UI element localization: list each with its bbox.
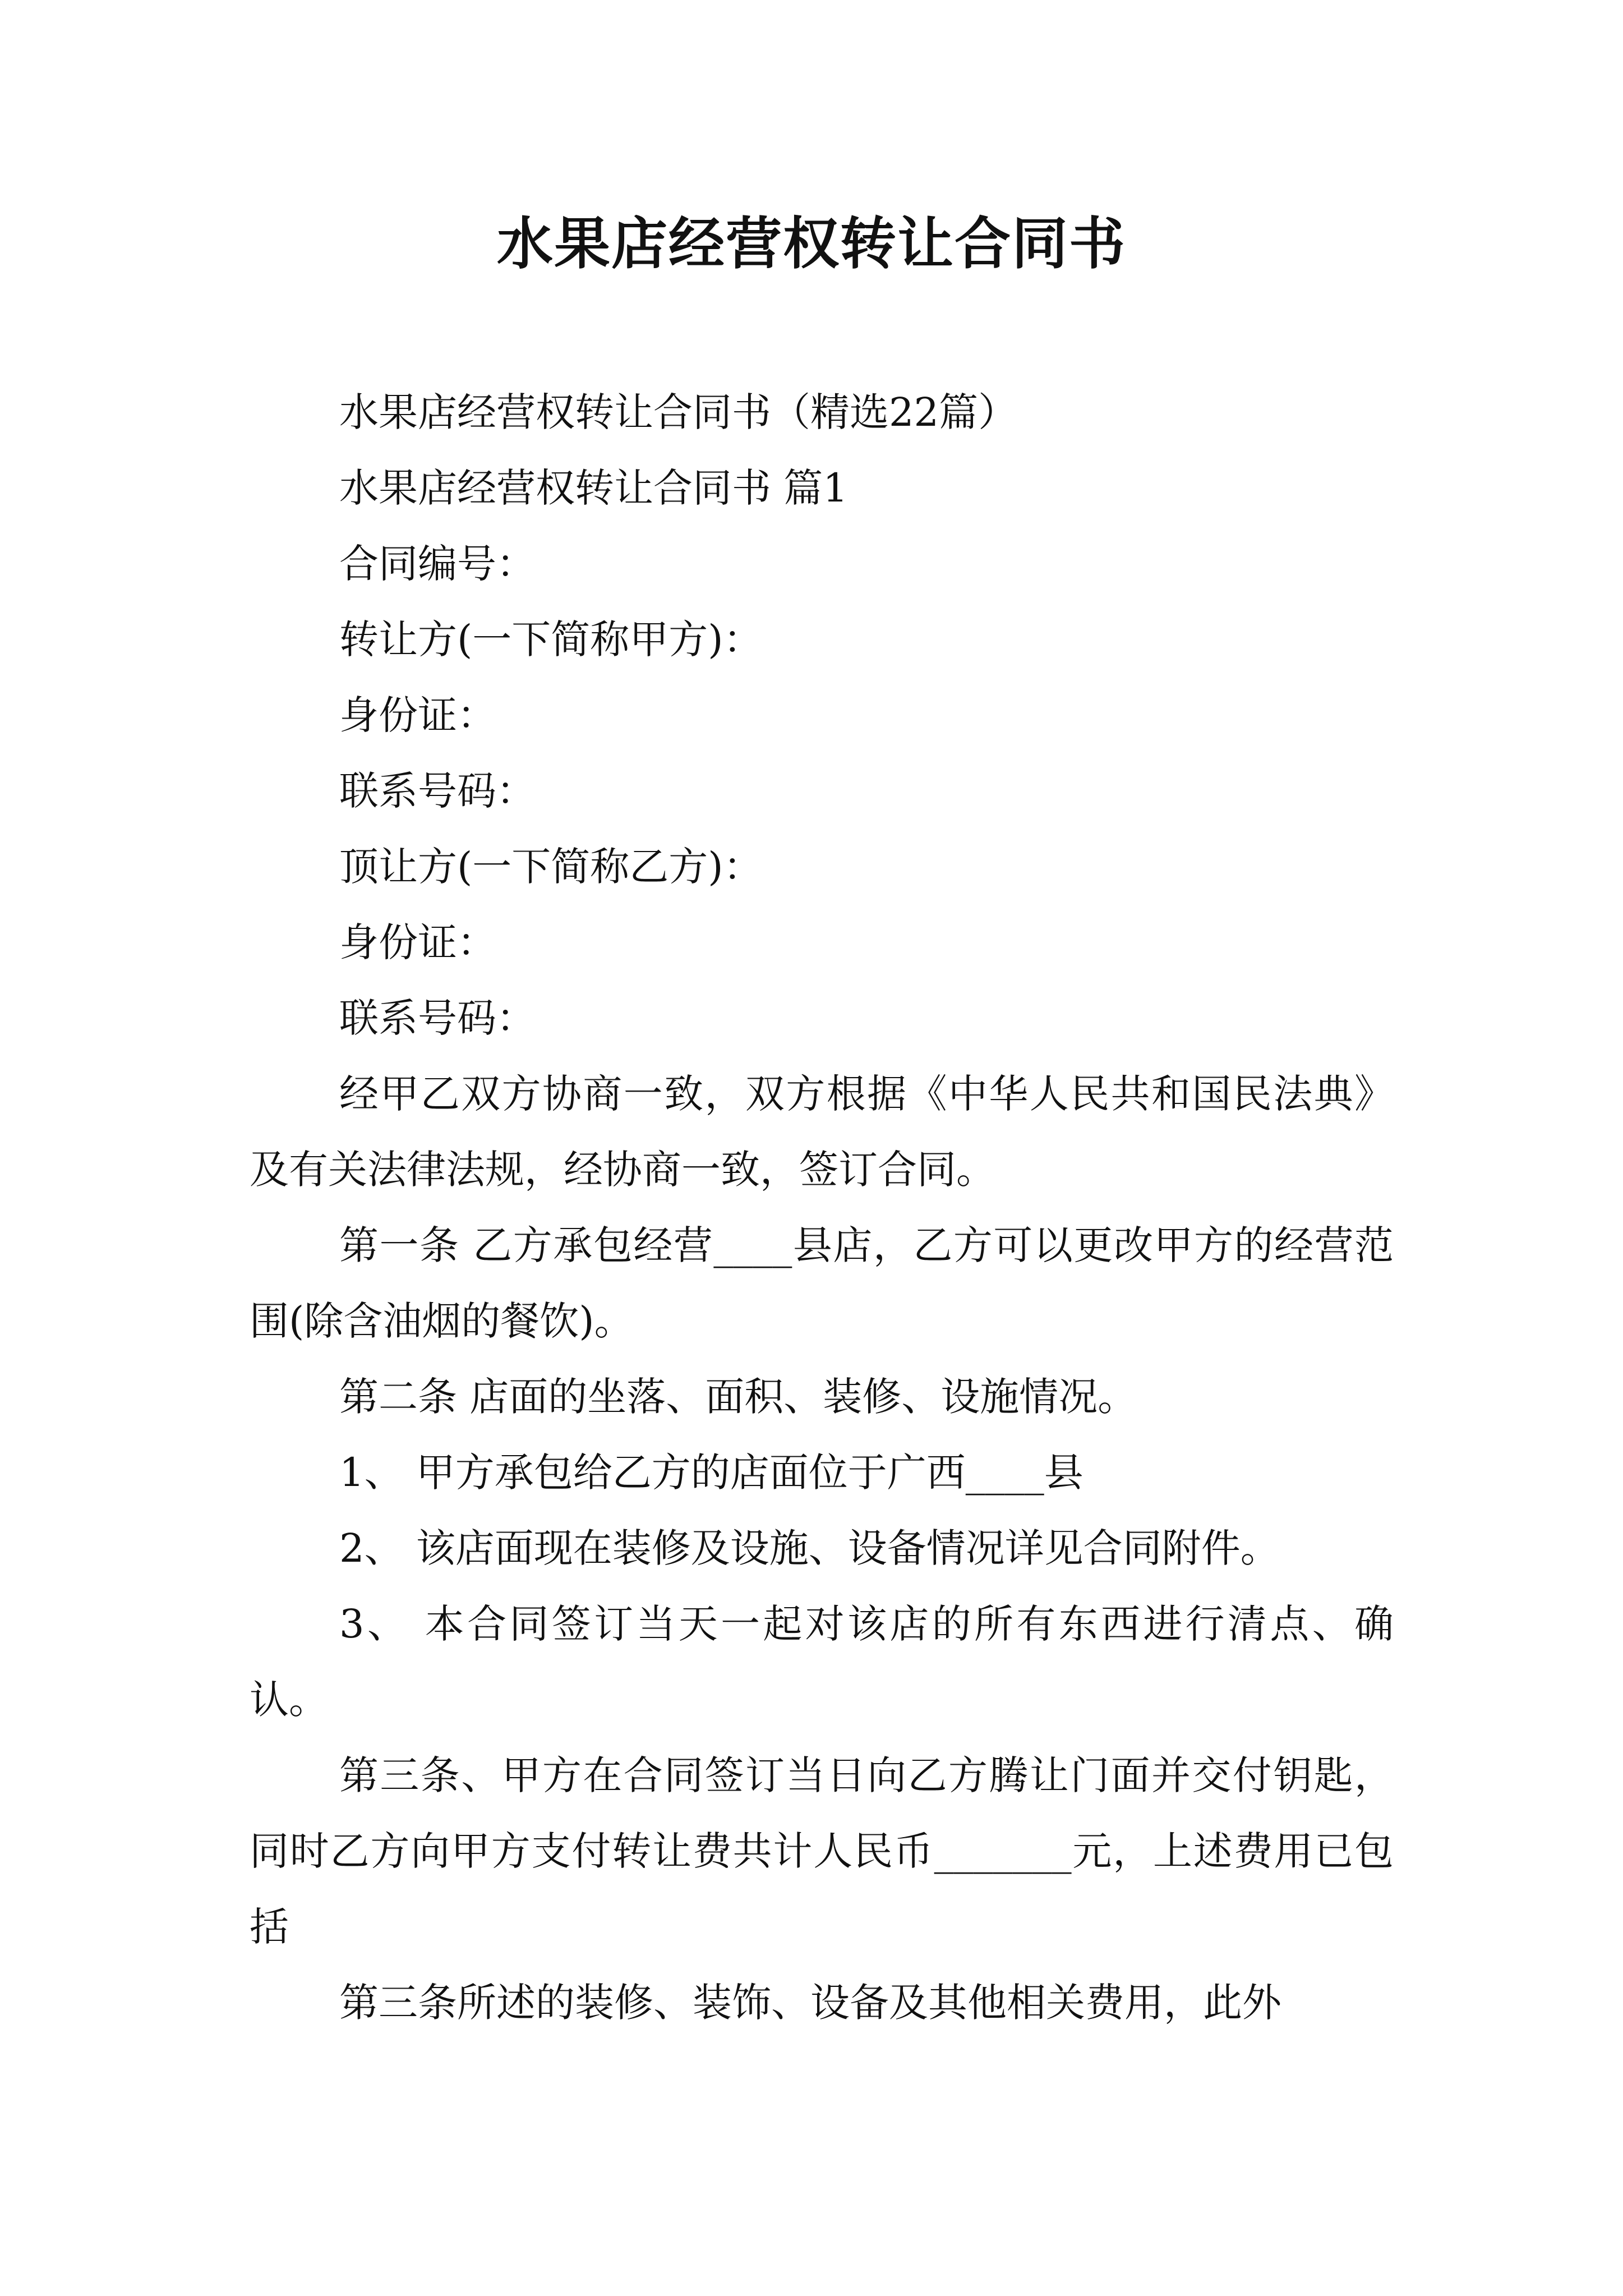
paragraph-transferor-phone: 联系号码： bbox=[339, 768, 536, 814]
paragraph-transferee: 顶让方(一下简称乙方)： bbox=[339, 844, 763, 890]
paragraph-preamble: 经甲乙双方协商一致，双方根据《中华人民共和国民法典》及有关法律法规，经协商一致，签订合同。 bbox=[250, 1071, 1394, 1193]
paragraph-item-3: 3、 本合同签订当天一起对该店的所有东西进行清点、确认。 bbox=[250, 1601, 1394, 1723]
document-body bbox=[250, 375, 1394, 2041]
document-title: 水果店经营权转让合同书 bbox=[497, 211, 1126, 277]
paragraph-section-heading: 水果店经营权转让合同书 篇1 bbox=[339, 465, 848, 511]
paragraph-article-1: 第一条 乙方承包经营____县店，乙方可以更改甲方的经营范围(除含油烟的餐饮)。 bbox=[250, 1222, 1394, 1344]
paragraph-article-3-continued: 第三条所述的装修、装饰、设备及其他相关费用，此外 bbox=[339, 1980, 1281, 2026]
paragraph-article-3: 第三条、甲方在合同签订当日向乙方腾让门面并交付钥匙，同时乙方向甲方支付转让费共计人民币_______元，上述费用已包括 bbox=[250, 1752, 1394, 1950]
paragraph-transferee-id: 身份证： bbox=[339, 919, 496, 965]
paragraph-transferee-phone: 联系号码： bbox=[339, 995, 536, 1041]
paragraph-subtitle: 水果店经营权转让合同书（精选22篇） bbox=[339, 389, 1018, 435]
paragraph-article-2: 第二条 店面的坐落、面积、装修、设施情况。 bbox=[339, 1374, 1137, 1420]
paragraph-transferor: 转让方(一下简称甲方)： bbox=[339, 616, 763, 662]
paragraph-transferor-id: 身份证： bbox=[339, 692, 496, 738]
paragraph-contract-number: 合同编号： bbox=[339, 541, 536, 587]
paragraph-item-2: 2、 该店面现在装修及设施、设备情况详见合同附件。 bbox=[339, 1525, 1280, 1571]
paragraph-item-1: 1、 甲方承包给乙方的店面位于广西____县 bbox=[339, 1450, 1083, 1496]
